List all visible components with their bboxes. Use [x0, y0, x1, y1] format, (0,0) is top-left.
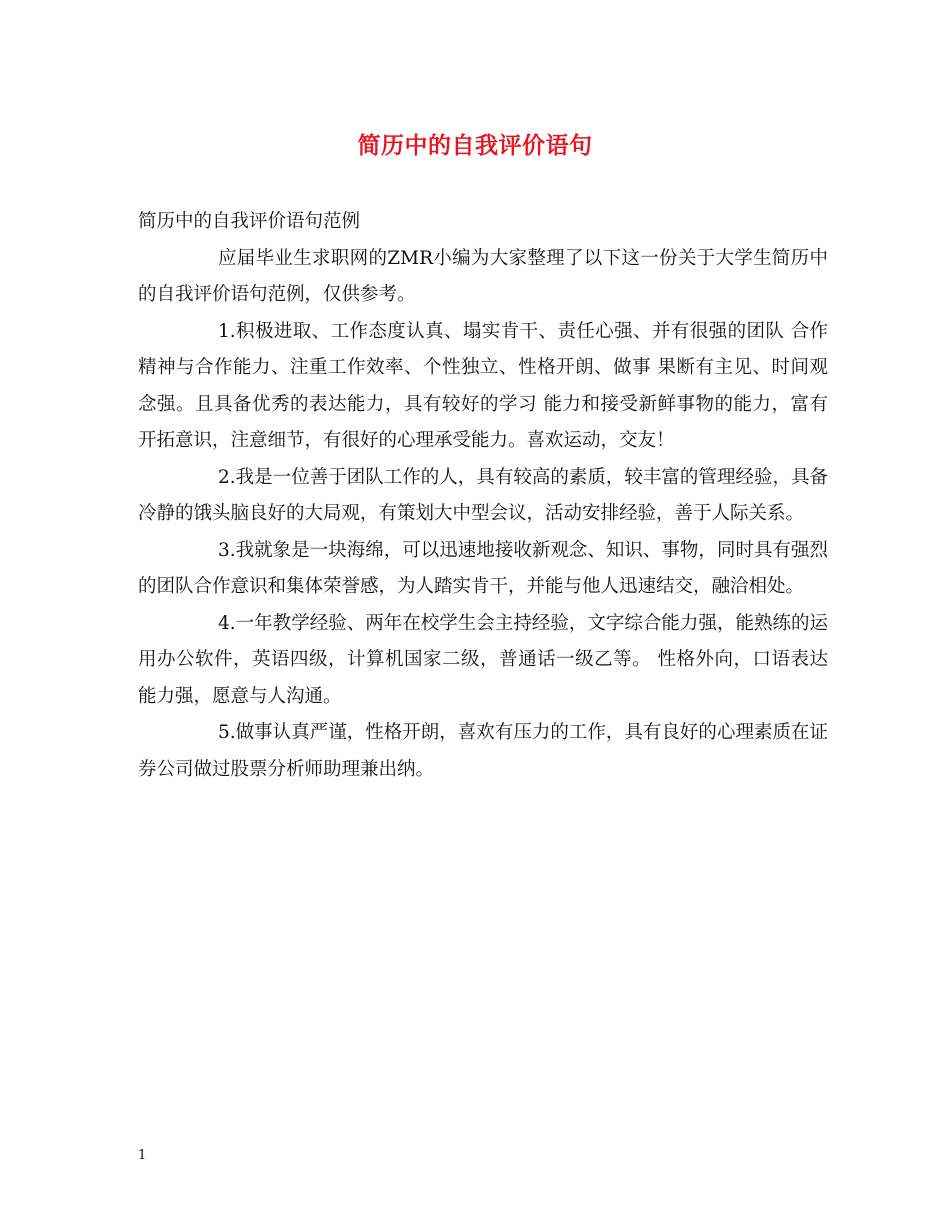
document-title: 简历中的自我评价语句: [357, 133, 593, 159]
paragraph-item-5: 5.做事认真严谨，性格开朗，喜欢有压力的工作，具有良好的心理素质在证券公司做过股票分析师助理兼出纳。: [138, 722, 828, 780]
paragraph-intro: 应届毕业生求职网的ZMR小编为大家整理了以下这一份关于大学生简历中的自我评价语句范例，仅供参考。: [138, 247, 828, 305]
paragraph-item-2: 2.我是一位善于团队工作的人，具有较高的素质，较丰富的管理经验，具备冷静的饿头脑良好的大局观，有策划大中型会议，活动安排经验，善于人际关系。: [138, 466, 828, 524]
document-body: [138, 204, 828, 788]
subheading: 简历中的自我评价语句范例: [138, 211, 361, 232]
paragraph-item-3: 3.我就象是一块海绵，可以迅速地接收新观念、知识、事物，同时具有强烈的团队合作意识和集体荣誉感，为人踏实肯干，并能与他人迅速结交，融洽相处。: [138, 539, 828, 597]
paragraph-item-4: 4.一年教学经验、两年在校学生会主持经验，文字综合能力强，能熟练的运用办公软件，英语四级，计算机国家二级，普通话一级乙等。 性格外向，口语表达能力强，愿意与人沟通。: [138, 612, 828, 707]
page-number: 1: [138, 1148, 147, 1163]
paragraph-item-1: 1.积极进取、工作态度认真、塌实肯干、责任心强、并有很强的团队 合作精神与合作能力、注重工作效率、个性独立、性格开朗、做事 果断有主见、时间观念强。且具备优秀的表达能力，具有较好的学习 能力和接受新鲜事物的能力，富有开拓意识，注意细节，有很好的心理承受能力。喜欢运动，交友！: [138, 320, 828, 451]
